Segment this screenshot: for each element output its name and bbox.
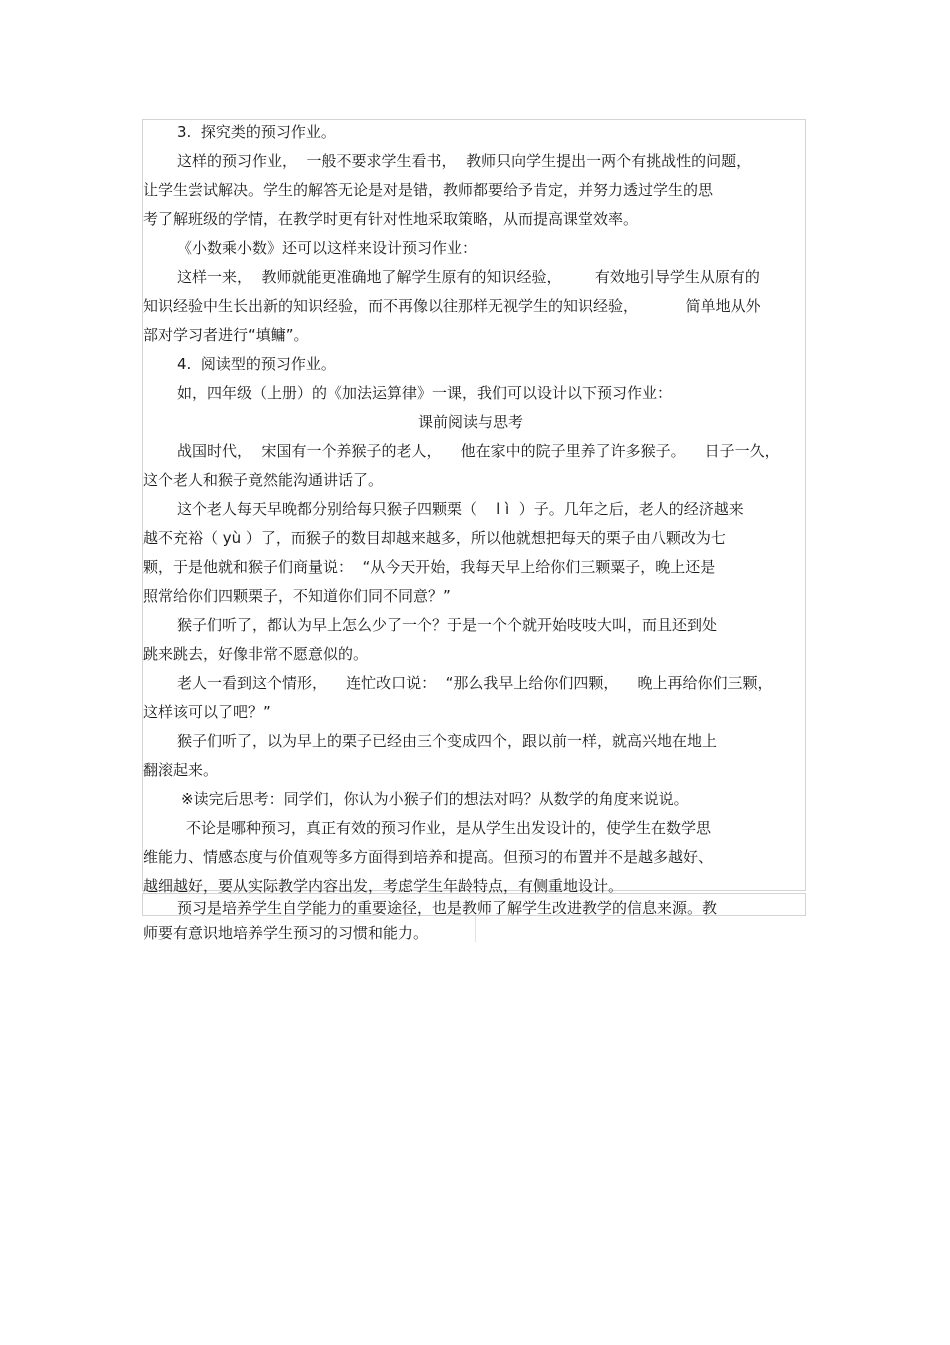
paragraph-line: 越细越好，要从实际教学内容出发，考虑学生年龄特点，有侧重地设计。 [143,877,624,895]
story-line: 猴子们听了，都认为早上怎么少了一个？于是一个个就开始吱吱大叫，而且还到处 [177,616,718,634]
reflection-question: ※读完后思考：同学们，你认为小猴子们的想法对吗？从数学的角度来说说。 [181,790,689,808]
story-line: 翻滚起来。 [143,761,219,779]
story-line: 越不充裕（ yù ）了，而猴子的数目却越来越多，所以他就想把每天的栗子由八颗改为七 [143,529,726,547]
paragraph-line: 如，四年级（上册）的《加法运算律》一课，我们可以设计以下预习作业： [177,384,673,402]
reading-title: 课前阅读与思考 [418,413,524,431]
paragraph-line: 知识经验中生长出新的知识经验，而不再像以往那样无视学生的知识经验， 简单地从外 [143,297,761,315]
paragraph-line: 部对学习者进行“填鳙”。 [143,326,309,344]
heading-inquiry-homework: 3. 探究类的预习作业。 [177,123,336,141]
paragraph-line: 维能力、情感态度与价值观等多方面得到培养和提高。但预习的布置并不是越多越好、 [143,848,714,866]
story-line: 老人一看到这个情形， 连忙改口说： “那么我早上给你们四颗， 晚上再给你们三颗， [177,674,773,692]
story-line: 颗，于是他就和猴子们商量说： “从今天开始，我每天早上给你们三颗粟子，晚上还是 [143,558,716,576]
story-line: 这个老人每天早晚都分别给每只猴子四颗栗（ l ì ）子。几年之后，老人的经济越来 [177,500,744,518]
paragraph-line: 让学生尝试解决。学生的解答无论是对是错，教师都要给予肯定，并努力透过学生的思 [143,181,714,199]
paragraph-line: 《小数乘小数》还可以这样来设计预习作业： [177,239,478,257]
story-line: 猴子们听了，以为早上的栗子已经由三个变成四个，跟以前一样，就高兴地在地上 [177,732,718,750]
story-line: 跳来跳去，好像非常不愿意似的。 [143,645,369,663]
heading-reading-homework: 4. 阅读型的预习作业。 [177,355,336,373]
summary-line: 预习是培养学生自学能力的重要途径，也是教师了解学生改进教学的信息来源。教 [177,899,718,917]
story-line: 照常给你们四颗栗子，不知道你们同不同意？” [143,587,451,605]
paragraph-line: 不论是哪种预习，真正有效的预习作业，是从学生出发设计的，使学生在数学思 [186,819,712,837]
summary-line: 师要有意识地培养学生预习的习惯和能力。 [143,924,429,942]
paragraph-line: 这样的预习作业， 一般不要求学生看书， 教师只向学生提出一两个有挑战性的问题， [177,152,752,170]
paragraph-line: 考了解班级的学情，在教学时更有针对性地采取策略，从而提高课堂效率。 [143,210,639,228]
story-line: 战国时代， 宋国有一个养猴子的老人， 他在家中的院子里养了许多猴子。 日子一久， [177,442,780,460]
paragraph-line: 这样一来， 教师就能更准确地了解学生原有的知识经验， 有效地引导学生从原有的 [177,268,760,286]
text-frame-divider [475,916,476,942]
story-line: 这样该可以了吧？” [143,703,271,721]
story-line: 这个老人和猴子竟然能沟通讲话了。 [143,471,384,489]
